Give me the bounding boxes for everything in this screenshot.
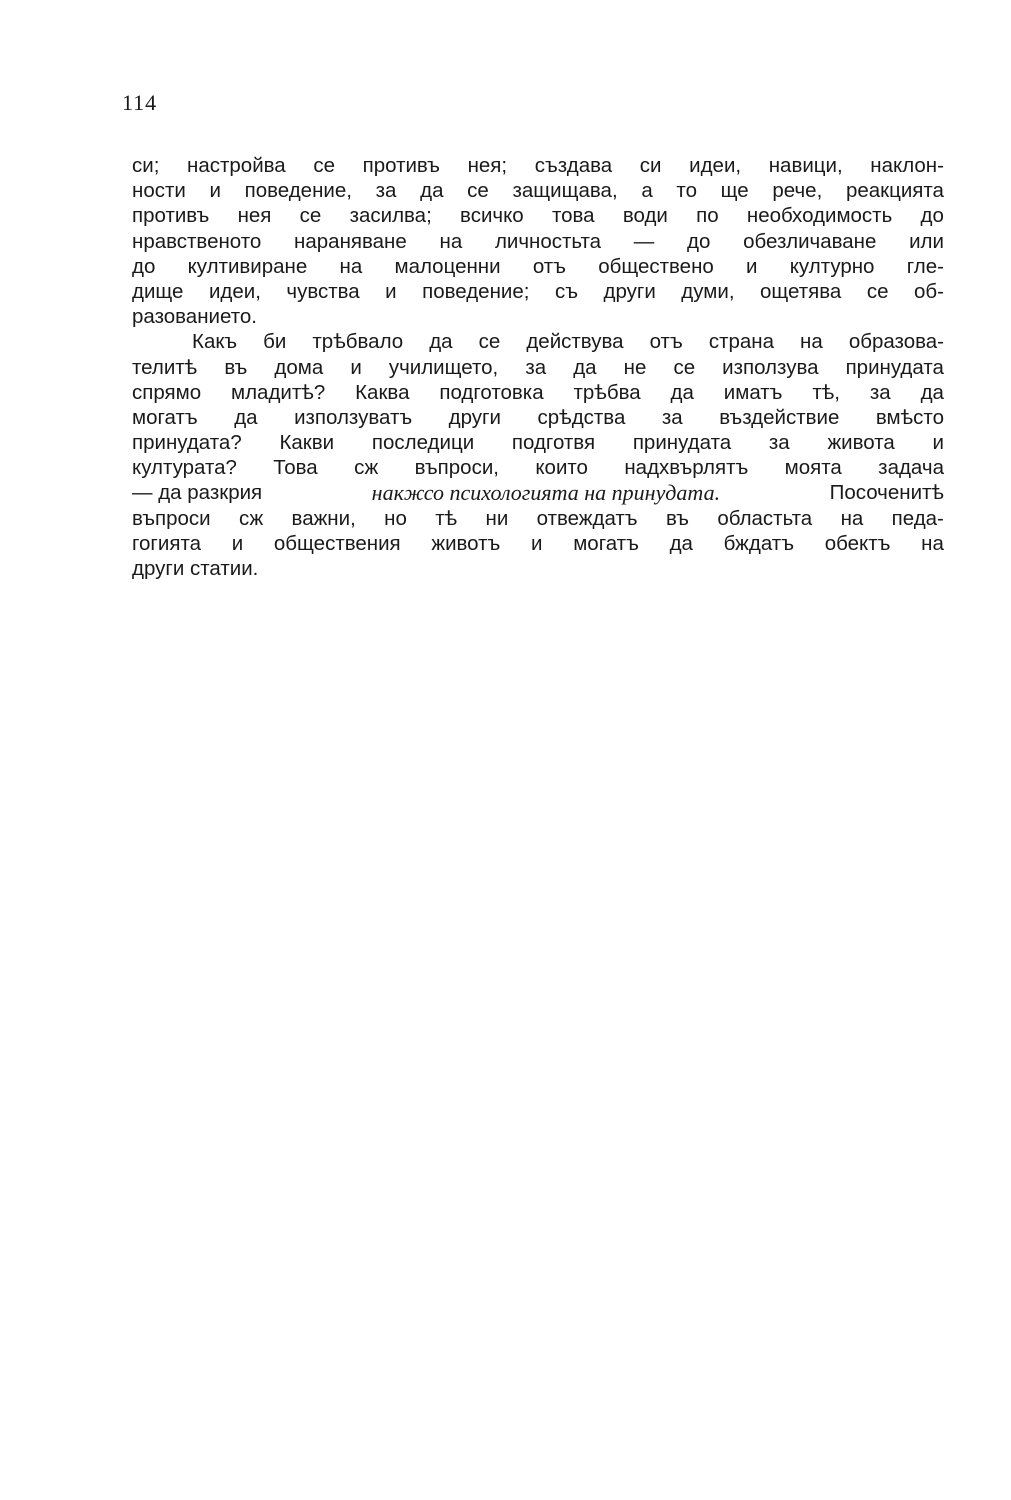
word: — — [633, 229, 655, 253]
word: ощетява — [760, 279, 842, 303]
word: ще — [720, 179, 749, 203]
word: думи, — [681, 279, 735, 303]
word: въздействие — [719, 405, 840, 429]
word: обезличаване — [743, 229, 877, 253]
word: на — [800, 330, 823, 354]
text-line — [132, 178, 944, 203]
word: противъ — [132, 204, 210, 228]
word: педа- — [891, 506, 944, 530]
word: отъ — [532, 254, 566, 278]
text-line — [132, 254, 944, 279]
word: трѣбвало — [312, 330, 404, 354]
word: нараняване — [294, 229, 407, 253]
word: се — [673, 355, 696, 379]
word: за — [375, 179, 397, 203]
word: срѣдства — [537, 405, 626, 429]
word: областьта — [717, 506, 813, 530]
word: да — [669, 531, 693, 555]
word: настройва — [187, 154, 286, 177]
word: подготвя — [511, 431, 596, 455]
word: за — [768, 431, 790, 455]
word: образова- — [848, 330, 944, 354]
word: чувства — [286, 279, 360, 303]
word: въ — [224, 355, 248, 379]
word: могатъ — [132, 405, 198, 429]
word: гле- — [906, 254, 944, 278]
word: бждатъ — [723, 531, 795, 555]
word: малоценни — [394, 254, 501, 278]
word: други — [448, 405, 501, 429]
word: животъ — [431, 531, 501, 555]
word: обществено — [598, 254, 714, 278]
word: и — [932, 431, 944, 455]
line-text: други статии. — [132, 557, 259, 580]
word: до — [920, 204, 944, 228]
italic-emphasis: накжсо психологията на принудата. — [371, 480, 721, 506]
word: се — [866, 279, 889, 303]
word: идеи, — [208, 279, 261, 303]
word: училището, — [388, 355, 499, 379]
word: противъ — [362, 154, 440, 177]
word: личностьта — [494, 229, 602, 253]
text-line — [132, 380, 944, 405]
word: използуватъ — [294, 405, 413, 429]
word: принудата — [632, 431, 732, 455]
word: да — [420, 179, 444, 203]
word: се — [478, 330, 501, 354]
word: сж — [238, 506, 264, 530]
word: създава — [534, 154, 613, 177]
word: културно — [789, 254, 875, 278]
word: Каква — [355, 380, 410, 404]
word: телитѣ — [132, 355, 198, 379]
word: идеи, — [689, 154, 742, 177]
word: могатъ — [573, 531, 639, 555]
word: трѣбва — [573, 380, 641, 404]
word: а — [641, 179, 653, 203]
word: Какъ — [192, 330, 238, 354]
word: за — [869, 380, 891, 404]
word: иматъ — [723, 380, 783, 404]
word: води — [622, 204, 668, 228]
word: на — [439, 229, 463, 253]
word: въпроси, — [414, 456, 499, 480]
word: тѣ, — [812, 380, 841, 404]
word: които — [535, 456, 588, 480]
word: страна — [708, 330, 774, 354]
word: културата? — [132, 456, 237, 480]
text-line — [132, 531, 944, 556]
word: отвеждатъ — [536, 506, 638, 530]
word: отъ — [649, 330, 683, 354]
word: използува — [722, 355, 819, 379]
text-line — [132, 355, 944, 380]
text-line — [132, 405, 944, 430]
word: да — [429, 330, 453, 354]
word: обществения — [273, 531, 401, 555]
word: и — [746, 254, 758, 278]
word: да — [234, 405, 258, 429]
word: гогията — [132, 531, 202, 555]
word: това — [551, 204, 595, 228]
word: по — [696, 204, 719, 228]
word: Това — [273, 456, 318, 480]
line-text: — да разкрия — [132, 481, 263, 505]
word: необходимость — [746, 204, 893, 228]
word: и — [350, 355, 362, 379]
word: Какви — [279, 431, 335, 455]
paragraph-start-line — [132, 329, 944, 354]
word: то — [676, 179, 697, 203]
word: да — [920, 380, 944, 404]
word: надхвърлятъ — [624, 456, 749, 480]
word: до — [686, 229, 711, 253]
word: си; — [132, 154, 160, 177]
word: или — [909, 229, 944, 253]
word: реакцията — [845, 179, 944, 203]
word: ности — [132, 179, 186, 203]
body-text — [132, 153, 944, 581]
word: сж — [354, 456, 379, 480]
word: об- — [913, 279, 944, 303]
word: последици — [371, 431, 475, 455]
word: да — [670, 380, 694, 404]
text-line — [132, 556, 944, 581]
text-line — [132, 506, 944, 531]
text-line — [132, 304, 944, 329]
word: се — [299, 204, 322, 228]
word: съ — [554, 279, 579, 303]
word: наклон- — [870, 154, 944, 177]
word: въ — [665, 506, 689, 530]
line-text: разованието. — [132, 305, 257, 329]
word: и — [531, 531, 543, 555]
word: защищава, — [512, 179, 618, 203]
word: за — [661, 405, 683, 429]
word: на — [921, 531, 944, 555]
word: култивиране — [187, 254, 308, 278]
word: важни, — [291, 506, 356, 530]
word: моята — [784, 456, 842, 480]
word: спрямо — [132, 380, 202, 404]
text-line — [132, 430, 944, 455]
word: се — [467, 179, 489, 203]
word: дома — [274, 355, 324, 379]
word: действува — [526, 330, 624, 354]
word: си — [639, 154, 662, 177]
word: на — [840, 506, 864, 530]
word: и — [231, 531, 244, 555]
word: на — [339, 254, 363, 278]
word: нея — [237, 204, 272, 228]
line-text: Посоченитѣ — [829, 481, 944, 505]
word: нравственото — [132, 229, 262, 253]
text-line — [132, 153, 944, 178]
word: тѣ — [435, 506, 458, 530]
word: принудата — [845, 355, 944, 379]
word: се — [313, 154, 335, 177]
word: поведение, — [244, 179, 352, 203]
text-line — [132, 229, 944, 254]
word: до — [132, 254, 156, 278]
word: да — [573, 355, 597, 379]
word: и — [209, 179, 221, 203]
word: засилва; — [349, 204, 432, 228]
text-line — [132, 455, 944, 480]
word: дище — [132, 279, 184, 303]
word: обектъ — [824, 531, 891, 555]
word: не — [623, 355, 647, 379]
word: и — [385, 279, 397, 303]
word: принудата? — [132, 431, 242, 455]
word: всичко — [460, 204, 524, 228]
word: но — [384, 506, 407, 530]
word: рече, — [772, 179, 823, 203]
word: задача — [878, 456, 944, 480]
page-number: 114 — [122, 90, 158, 115]
word: въпроси — [132, 506, 211, 530]
word: поведение; — [422, 279, 530, 303]
word: младитѣ? — [231, 380, 326, 404]
text-line — [132, 203, 944, 228]
word: би — [263, 330, 287, 354]
word: вмѣсто — [875, 405, 944, 429]
word: навици, — [768, 154, 843, 177]
word: подготовка — [439, 380, 544, 404]
text-line — [132, 480, 944, 505]
text-line — [132, 279, 944, 304]
word: нея; — [467, 154, 508, 177]
word: други — [603, 279, 656, 303]
word: живота — [827, 431, 895, 455]
word: ни — [485, 506, 509, 530]
word: за — [525, 355, 547, 379]
